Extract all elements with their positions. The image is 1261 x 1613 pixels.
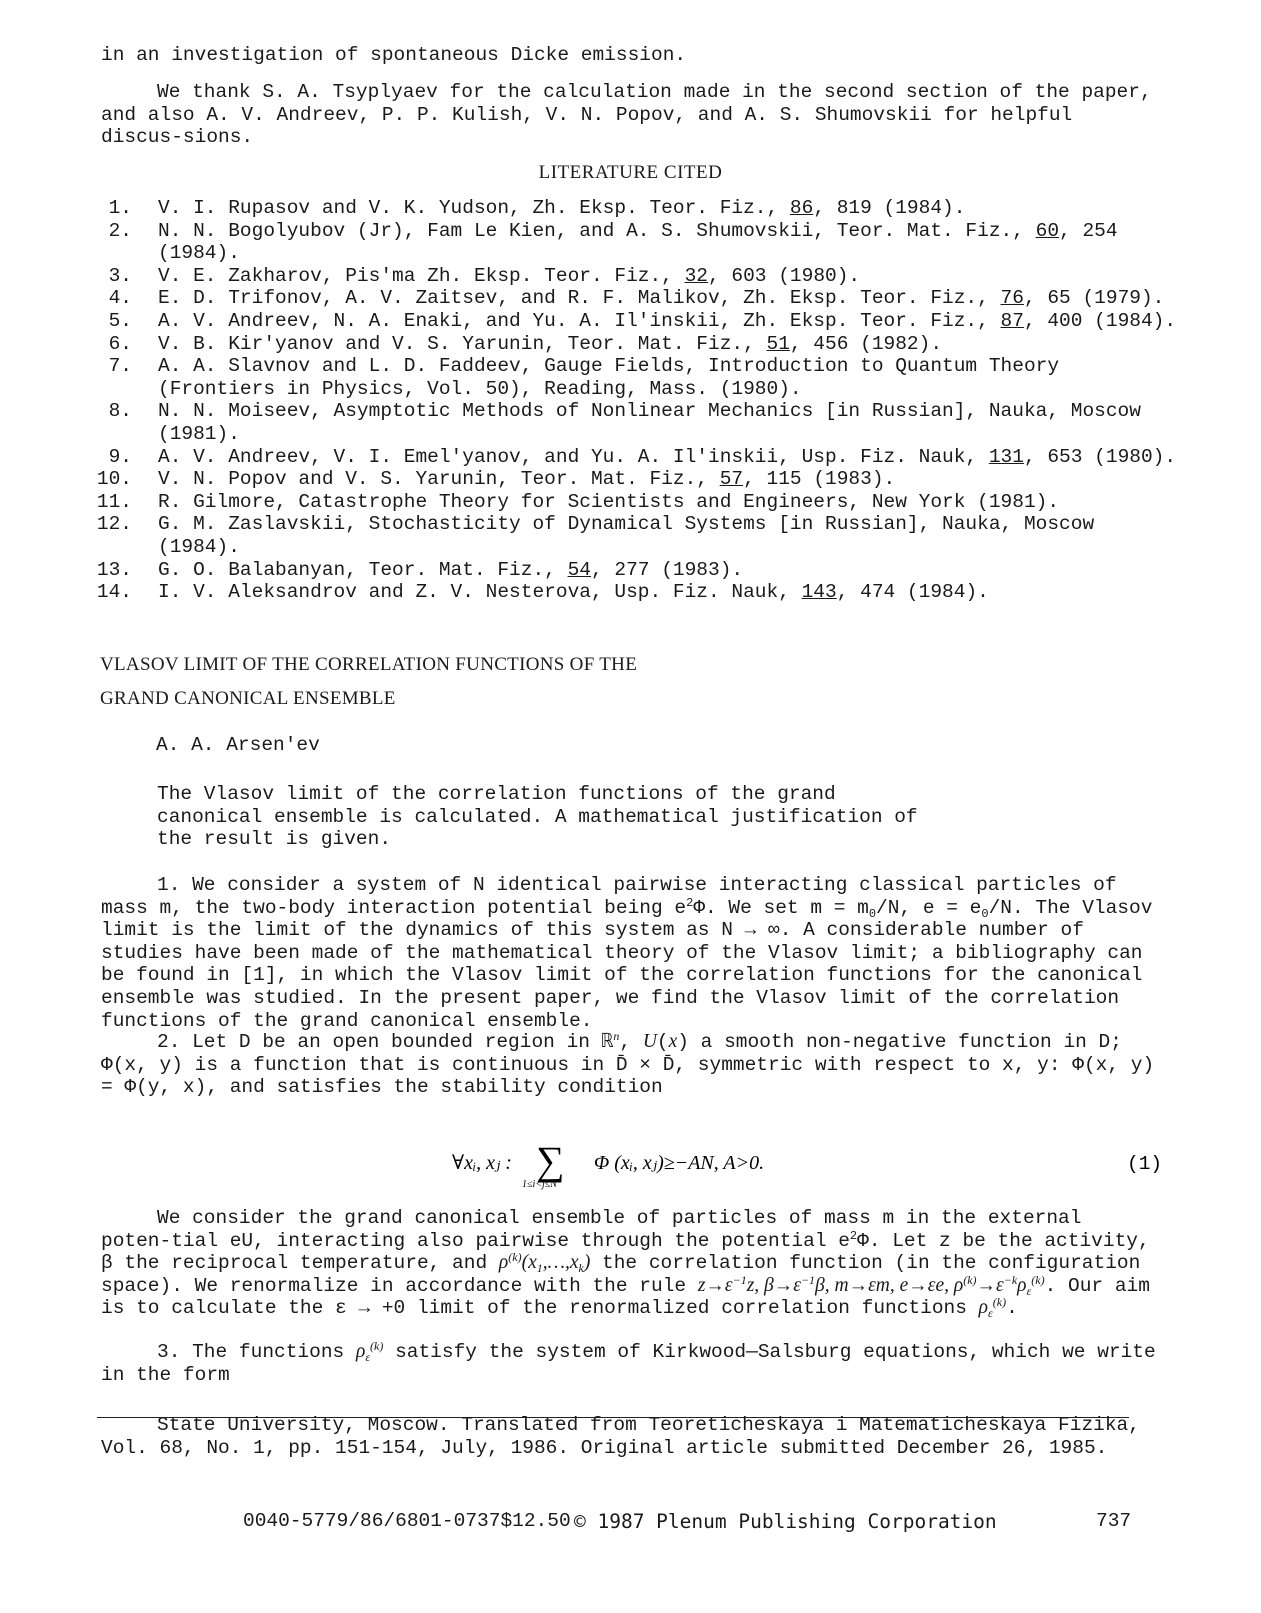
reference-details: , 603 (1980). (708, 264, 861, 287)
reference-details: , 474 (1984). (836, 581, 989, 604)
reference-text: G. O. Balabanyan, Teor. Mat. Fiz., (158, 558, 568, 581)
author: A. A. Arsen'ev (156, 734, 320, 756)
reference-item (0, 468, 1180, 491)
section-3: 3. The functions $\rho_\varepsilon^{(k)}$ satisfy the system of Kirkwood—Salsburg equations, which we write in the form (101, 1339, 1156, 1386)
equation-number: (1) (1127, 1153, 1163, 1175)
reference-number: 4. (108, 287, 132, 310)
section-2: 2. Let D be an open bounded region in ℝ$^n$, U(x) a smooth non-negative function in D; Φ(x, y) is a function that is continuous in D̄ × D̄, symmetric with respect to x, y: Φ(x, y) = Φ(y, x), and satisfies the stability condition (101, 1029, 1155, 1099)
section-1-part-d: /N. The Vlasov limit is the limit of the dynamics of this system as N → ∞. A considerable number of studies have been made of the mathematical theory of the Vlasov limit; a bibliography can be found in [1], in which the Vlasov limit of the correlation functions for the canonical ensemble was studied. In the present paper, we find the Vlasov limit of the correlation functions of the grand canonical ensemble. (101, 896, 1153, 1032)
reference-text: V. E. Zakharov, Pis'ma Zh. Eksp. Teor. Fiz., (158, 264, 685, 287)
reference-item (0, 513, 1180, 558)
section-1: 1. We consider a system of N identical pairwise interacting classical particles of mass m, the two-body interaction potential being $e^2\Phi$. We set $m = m_0/N$, $e = e_0/N$. The Vlasov limit is the limit of the dynamics of this system as N → ∞. A considerable number of studies have been made of the mathematical theory of the Vlasov limit; a bibliography can be found in [1], in which the Vlasov limit of the correlation functions for the canonical ensemble was studied. In the present paper, we find the Vlasov limit of the correlation functions of the grand canonical ensemble. (101, 874, 1153, 1032)
stability-condition-formula (0, 1140, 1261, 1200)
reference-item (0, 446, 1180, 469)
reference-number: 9. (108, 445, 132, 468)
section-3-part-b: satisfy the system of Kirkwood—Salsburg equations, which we write in the form (101, 1341, 1156, 1386)
reference-item (0, 491, 1180, 514)
reference-volume: 57 (719, 468, 744, 491)
reference-details: , 653 (1980). (1023, 445, 1177, 468)
reference-item (0, 220, 1180, 265)
reference-volume: 60 (1035, 219, 1060, 242)
section-2b-part-d: . Our aim is to calculate the ε → +0 limit of the renormalized correlation functions (101, 1274, 1150, 1320)
reference-number: 12. (96, 513, 132, 536)
footnote: State University, Moscow. Translated from Teoreticheskaya i Matematicheskaya Fizika, Vol. 68, No. 1, pp. 151-154, July, 1986. Original article submitted December 26, 1985. (101, 1414, 1140, 1459)
reference-volume: 86 (789, 197, 814, 219)
reference-volume: 76 (1000, 287, 1024, 310)
reference-volume: 143 (801, 581, 837, 604)
section-1-part-a: 1. We consider a system of N identical pairwise interacting classical particles of mass m, the two-body interaction potential being e (101, 874, 1117, 919)
section-2b-part-b: Φ. Let z be the activity, β the reciprocal temperature, and (101, 1229, 1150, 1275)
reference-number: 14. (96, 581, 132, 604)
formula-sum-subscript: 1≤i<j≤N (522, 1179, 557, 1190)
section-1-part-c: /N, e = e (876, 896, 982, 919)
article-title-line-2: GRAND CANONICAL ENSEMBLE (100, 688, 396, 709)
reference-list (0, 197, 1180, 604)
reference-item (0, 333, 1180, 356)
reference-text: N. N. Bogolyubov (Jr), Fam Le Kien, and A. S. Shumovskii, Teor. Mat. Fiz., (158, 219, 1036, 242)
continuation-line: in an investigation of spontaneous Dicke emission. (101, 44, 687, 66)
article-title-line-1: VLASOV LIMIT OF THE CORRELATION FUNCTIONS OF THE (100, 654, 638, 675)
literature-heading: LITERATURE CITED (538, 162, 723, 183)
section-2b-part-c: the correlation function (in the configuration space). We renormalize in accordance with the rule (101, 1252, 1141, 1297)
reference-text: V. N. Popov and V. S. Yarunin, Teor. Mat. Fiz., (158, 468, 720, 491)
reference-item (0, 310, 1180, 333)
reference-volume: 32 (684, 264, 708, 287)
reference-item (0, 287, 1180, 310)
formula-body: Φ (xᵢ, xⱼ)≥−AN, A>0. (594, 1152, 765, 1174)
reference-number: 3. (108, 264, 132, 287)
reference-details: , 819 (1984). (813, 197, 966, 219)
reference-number: 11. (96, 490, 132, 513)
reference-text: G. M. Zaslavskii, Stochasticity of Dynamical Systems [in Russian], Nauka, Moscow (1984). (158, 513, 1095, 558)
reference-text: I. V. Aleksandrov and Z. V. Nesterova, Usp. Fiz. Nauk, (158, 581, 802, 604)
reference-text: E. D. Trifonov, A. V. Zaitsev, and R. F. Malikov, Zh. Eksp. Teor. Fiz., (158, 287, 1001, 310)
section-2-continued: We consider the grand canonical ensemble of particles of mass m in the external poten-tial eU, interacting also pairwise through the potential $e^2\Phi$. Let z be the activity, β the reciprocal temperature, and $\rho^{(k)}(x_1,\dots,x_k)$ the correlation function (in the configuration space). We renormalize in accordance with the rule $z\to\varepsilon^{-1}z$, $\beta\to\varepsilon^{-1}\beta$, m→εm, e→εe, $\rho^{(k)}\to\varepsilon^{-k}\rho_\varepsilon^{(k)}$. Our aim is to calculate the ε → +0 limit of the renormalized correlation functions $\rho_\varepsilon^{(k)}$. (101, 1207, 1150, 1321)
reference-text: A. V. Andreev, N. A. Enaki, and Yu. A. Il'inskii, Zh. Eksp. Teor. Fiz., (158, 309, 1001, 332)
reference-number: 6. (108, 332, 132, 355)
reference-item (0, 197, 1180, 220)
reference-item (0, 265, 1180, 288)
reference-number: 2. (108, 219, 132, 242)
reference-number: 10. (96, 468, 132, 491)
reference-volume: 131 (988, 445, 1024, 468)
reference-text: R. Gilmore, Catastrophe Theory for Scientists and Engineers, New York (1981). (158, 490, 1060, 513)
reference-details: , 65 (1979). (1023, 287, 1165, 310)
section-3-part-a: 3. The functions (157, 1341, 356, 1363)
reference-details: , 456 (1982). (789, 332, 943, 355)
reference-volume: 87 (1000, 309, 1024, 332)
formula-lhs: ∀xᵢ, xⱼ : (452, 1152, 512, 1174)
reference-item (0, 581, 1180, 604)
abstract: The Vlasov limit of the correlation functions of the grand canonical ensemble is calculated. A mathematical justification of the result is given. (157, 783, 918, 851)
section-2-part-a: 2. Let D be an open bounded region in ℝ (157, 1031, 614, 1053)
reference-number: 13. (96, 558, 132, 581)
section-2-part-c: a smooth non-negative function in D; Φ(x, y) is a function that is continuous in D̄ × D̄, symmetric with respect to x, y: Φ(x, y) = Φ(y, x), and satisfies the stability condition (101, 1031, 1155, 1099)
article-code: 0040-5779/86/6801-0737$12.50 (243, 1510, 571, 1532)
reference-item (0, 400, 1180, 445)
reference-details: , 277 (1983). (590, 558, 744, 581)
sum-symbol-icon: ∑ (536, 1140, 565, 1183)
reference-number: 8. (108, 400, 132, 423)
reference-item (0, 559, 1180, 582)
reference-volume: 51 (766, 332, 790, 355)
formula-graphic (0, 1140, 1261, 1200)
page-number: 737 (1096, 1510, 1132, 1532)
reference-volume: 54 (567, 558, 591, 581)
reference-details: , 254 (1984). (158, 219, 1118, 265)
section-2-part-b: , (619, 1031, 643, 1053)
section-2b-part-a: We consider the grand canonical ensemble of particles of mass m in the external poten-tial eU, interacting also pairwise through the potential e (101, 1207, 1082, 1252)
reference-text: A. A. Slavnov and L. D. Faddeev, Gauge Fields, Introduction to Quantum Theory (Frontiers in Physics, Vol. 50), Reading, Mass. (1980). (158, 355, 1060, 400)
copyright: © 1987 Plenum Publishing Corporation (574, 1510, 997, 1533)
reference-details: , 400 (1984). (1023, 309, 1177, 332)
reference-details: , 115 (1983). (743, 468, 896, 491)
acknowledgement: We thank S. A. Tsyplyaev for the calculation made in the second section of the paper, and also A. V. Andreev, P. P. Kulish, V. N. Popov, and A. S. Shumovskii for helpful discus-sions. (101, 81, 1152, 149)
reference-number: 5. (108, 309, 132, 332)
reference-text: V. B. Kir'yanov and V. S. Yarunin, Teor. Mat. Fiz., (158, 332, 767, 355)
reference-text: N. N. Moiseev, Asymptotic Methods of Nonlinear Mechanics [in Russian], Nauka, Moscow (1981). (158, 400, 1141, 445)
reference-text: A. V. Andreev, V. I. Emel'yanov, and Yu. A. Il'inskii, Usp. Fiz. Nauk, (158, 445, 989, 468)
reference-number: 1. (108, 197, 132, 219)
section-1-part-b: Φ. We set m = m (693, 896, 869, 919)
reference-text: V. I. Rupasov and V. K. Yudson, Zh. Eksp. Teor. Fiz., (158, 197, 790, 219)
reference-number: 7. (108, 355, 132, 378)
reference-item (0, 355, 1180, 400)
